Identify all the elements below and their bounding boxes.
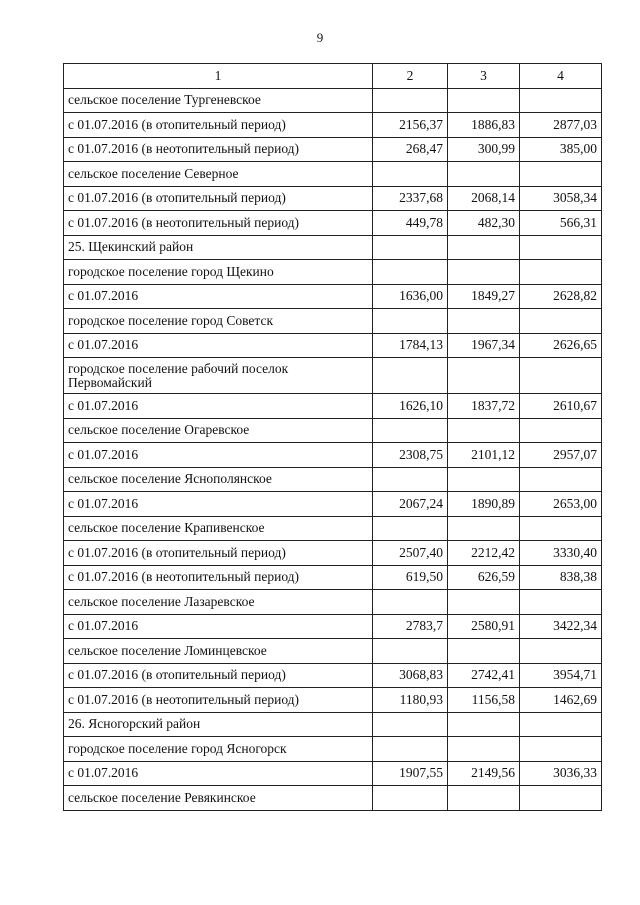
value-cell-col2 xyxy=(373,590,448,615)
value-cell-col2 xyxy=(373,786,448,811)
row-label: сельское поселение Лазаревское xyxy=(64,590,373,615)
value-cell-col3: 1967,34 xyxy=(448,333,520,358)
value-cell-col3 xyxy=(448,235,520,260)
value-cell-col2 xyxy=(373,516,448,541)
value-cell-col2: 1784,13 xyxy=(373,333,448,358)
value-cell-col3 xyxy=(448,786,520,811)
row-label: с 01.07.2016 (в неотопительный период) xyxy=(64,565,373,590)
value-cell-col4 xyxy=(520,358,602,394)
table-row xyxy=(64,358,602,394)
tariff-table xyxy=(63,63,602,811)
value-cell-col3 xyxy=(448,162,520,187)
value-cell-col4 xyxy=(520,309,602,334)
value-cell-col4 xyxy=(520,467,602,492)
value-cell-col4 xyxy=(520,712,602,737)
value-cell-col2: 1636,00 xyxy=(373,284,448,309)
row-label: с 01.07.2016 (в неотопительный период) xyxy=(64,211,373,236)
row-label: с 01.07.2016 xyxy=(64,614,373,639)
value-cell-col3 xyxy=(448,309,520,334)
table-row xyxy=(64,260,602,285)
value-cell-col4: 2653,00 xyxy=(520,492,602,517)
row-label: сельское поселение Огаревское xyxy=(64,418,373,443)
header-cell-3: 3 xyxy=(448,64,520,89)
row-label: с 01.07.2016 xyxy=(64,333,373,358)
value-cell-col2 xyxy=(373,418,448,443)
table-row xyxy=(64,443,602,468)
value-cell-col3: 2068,14 xyxy=(448,186,520,211)
table-row xyxy=(64,712,602,737)
table-row xyxy=(64,467,602,492)
value-cell-col2: 2067,24 xyxy=(373,492,448,517)
value-cell-col4 xyxy=(520,260,602,285)
value-cell-col2: 2507,40 xyxy=(373,541,448,566)
value-cell-col3: 1837,72 xyxy=(448,394,520,419)
value-cell-col2: 2337,68 xyxy=(373,186,448,211)
value-cell-col4: 2628,82 xyxy=(520,284,602,309)
table-row xyxy=(64,88,602,113)
table-row xyxy=(64,590,602,615)
row-label: городское поселение рабочий поселок Первомайский xyxy=(64,358,373,394)
value-cell-col3: 626,59 xyxy=(448,565,520,590)
value-cell-col3 xyxy=(448,712,520,737)
table-row xyxy=(64,761,602,786)
row-label: с 01.07.2016 (в отопительный период) xyxy=(64,113,373,138)
table-row xyxy=(64,211,602,236)
value-cell-col4: 3330,40 xyxy=(520,541,602,566)
row-label: с 01.07.2016 (в отопительный период) xyxy=(64,186,373,211)
value-cell-col2: 1626,10 xyxy=(373,394,448,419)
value-cell-col2 xyxy=(373,235,448,260)
value-cell-col4: 3422,34 xyxy=(520,614,602,639)
table-row xyxy=(64,235,602,260)
value-cell-col2: 3068,83 xyxy=(373,663,448,688)
value-cell-col3 xyxy=(448,590,520,615)
table-row xyxy=(64,639,602,664)
value-cell-col2: 2156,37 xyxy=(373,113,448,138)
value-cell-col4: 3954,71 xyxy=(520,663,602,688)
value-cell-col2: 1180,93 xyxy=(373,688,448,713)
value-cell-col4 xyxy=(520,639,602,664)
row-label: с 01.07.2016 (в отопительный период) xyxy=(64,663,373,688)
value-cell-col3: 1849,27 xyxy=(448,284,520,309)
value-cell-col2: 268,47 xyxy=(373,137,448,162)
value-cell-col2: 449,78 xyxy=(373,211,448,236)
row-label: с 01.07.2016 xyxy=(64,761,373,786)
value-cell-col2 xyxy=(373,639,448,664)
row-label: с 01.07.2016 xyxy=(64,394,373,419)
value-cell-col4 xyxy=(520,786,602,811)
value-cell-col2 xyxy=(373,88,448,113)
row-label: сельское поселение Ревякинское xyxy=(64,786,373,811)
row-label: с 01.07.2016 xyxy=(64,492,373,517)
value-cell-col2: 2308,75 xyxy=(373,443,448,468)
table-row xyxy=(64,565,602,590)
value-cell-col3: 300,99 xyxy=(448,137,520,162)
value-cell-col3: 2212,42 xyxy=(448,541,520,566)
value-cell-col3 xyxy=(448,467,520,492)
value-cell-col4 xyxy=(520,590,602,615)
value-cell-col4: 1462,69 xyxy=(520,688,602,713)
value-cell-col4: 3036,33 xyxy=(520,761,602,786)
row-label: городское поселение город Щекино xyxy=(64,260,373,285)
value-cell-col4 xyxy=(520,162,602,187)
table-row xyxy=(64,492,602,517)
value-cell-col2: 2783,7 xyxy=(373,614,448,639)
value-cell-col3: 2742,41 xyxy=(448,663,520,688)
row-label: сельское поселение Тургеневское xyxy=(64,88,373,113)
table-row xyxy=(64,137,602,162)
value-cell-col2 xyxy=(373,162,448,187)
value-cell-col3: 482,30 xyxy=(448,211,520,236)
value-cell-col2 xyxy=(373,467,448,492)
value-cell-col4 xyxy=(520,418,602,443)
value-cell-col4 xyxy=(520,88,602,113)
value-cell-col4: 838,38 xyxy=(520,565,602,590)
row-label: сельское поселение Северное xyxy=(64,162,373,187)
value-cell-col4 xyxy=(520,737,602,762)
value-cell-col3: 1886,83 xyxy=(448,113,520,138)
value-cell-col3 xyxy=(448,260,520,285)
value-cell-col4: 2610,67 xyxy=(520,394,602,419)
row-label: с 01.07.2016 (в неотопительный период) xyxy=(64,137,373,162)
header-cell-4: 4 xyxy=(520,64,602,89)
table-row xyxy=(64,516,602,541)
row-label: с 01.07.2016 xyxy=(64,284,373,309)
table-row xyxy=(64,284,602,309)
value-cell-col3: 2580,91 xyxy=(448,614,520,639)
table-row xyxy=(64,786,602,811)
header-cell-2: 2 xyxy=(373,64,448,89)
row-label: сельское поселение Яснополянское xyxy=(64,467,373,492)
row-label: сельское поселение Ломинцевское xyxy=(64,639,373,664)
value-cell-col3: 2149,56 xyxy=(448,761,520,786)
value-cell-col3 xyxy=(448,639,520,664)
table-row xyxy=(64,186,602,211)
value-cell-col2 xyxy=(373,358,448,394)
page-number: 9 xyxy=(316,30,324,45)
value-cell-col4: 2877,03 xyxy=(520,113,602,138)
row-label: 26. Ясногорский район xyxy=(64,712,373,737)
value-cell-col2 xyxy=(373,260,448,285)
value-cell-col4 xyxy=(520,235,602,260)
table-row xyxy=(64,614,602,639)
row-label: сельское поселение Крапивенское xyxy=(64,516,373,541)
row-label: городское поселение город Ясногорск xyxy=(64,737,373,762)
value-cell-col4: 3058,34 xyxy=(520,186,602,211)
value-cell-col2: 619,50 xyxy=(373,565,448,590)
table-row xyxy=(64,162,602,187)
value-cell-col4: 566,31 xyxy=(520,211,602,236)
value-cell-col3 xyxy=(448,88,520,113)
value-cell-col2 xyxy=(373,712,448,737)
table-row xyxy=(64,688,602,713)
value-cell-col3: 1156,58 xyxy=(448,688,520,713)
value-cell-col3 xyxy=(448,358,520,394)
value-cell-col3 xyxy=(448,418,520,443)
table-header-row xyxy=(64,64,602,89)
value-cell-col2 xyxy=(373,309,448,334)
value-cell-col4: 2957,07 xyxy=(520,443,602,468)
value-cell-col4: 385,00 xyxy=(520,137,602,162)
row-label: с 01.07.2016 (в отопительный период) xyxy=(64,541,373,566)
value-cell-col3: 2101,12 xyxy=(448,443,520,468)
value-cell-col3 xyxy=(448,516,520,541)
table-row xyxy=(64,333,602,358)
value-cell-col3 xyxy=(448,737,520,762)
value-cell-col3: 1890,89 xyxy=(448,492,520,517)
row-label: с 01.07.2016 (в неотопительный период) xyxy=(64,688,373,713)
table-row xyxy=(64,113,602,138)
value-cell-col2 xyxy=(373,737,448,762)
table-row xyxy=(64,394,602,419)
header-cell-1: 1 xyxy=(64,64,373,89)
table-row xyxy=(64,309,602,334)
row-label: 25. Щекинский район xyxy=(64,235,373,260)
row-label: городское поселение город Советск xyxy=(64,309,373,334)
table-row xyxy=(64,418,602,443)
value-cell-col4 xyxy=(520,516,602,541)
table-row xyxy=(64,541,602,566)
table-row xyxy=(64,663,602,688)
value-cell-col4: 2626,65 xyxy=(520,333,602,358)
row-label: с 01.07.2016 xyxy=(64,443,373,468)
value-cell-col2: 1907,55 xyxy=(373,761,448,786)
table-row xyxy=(64,737,602,762)
